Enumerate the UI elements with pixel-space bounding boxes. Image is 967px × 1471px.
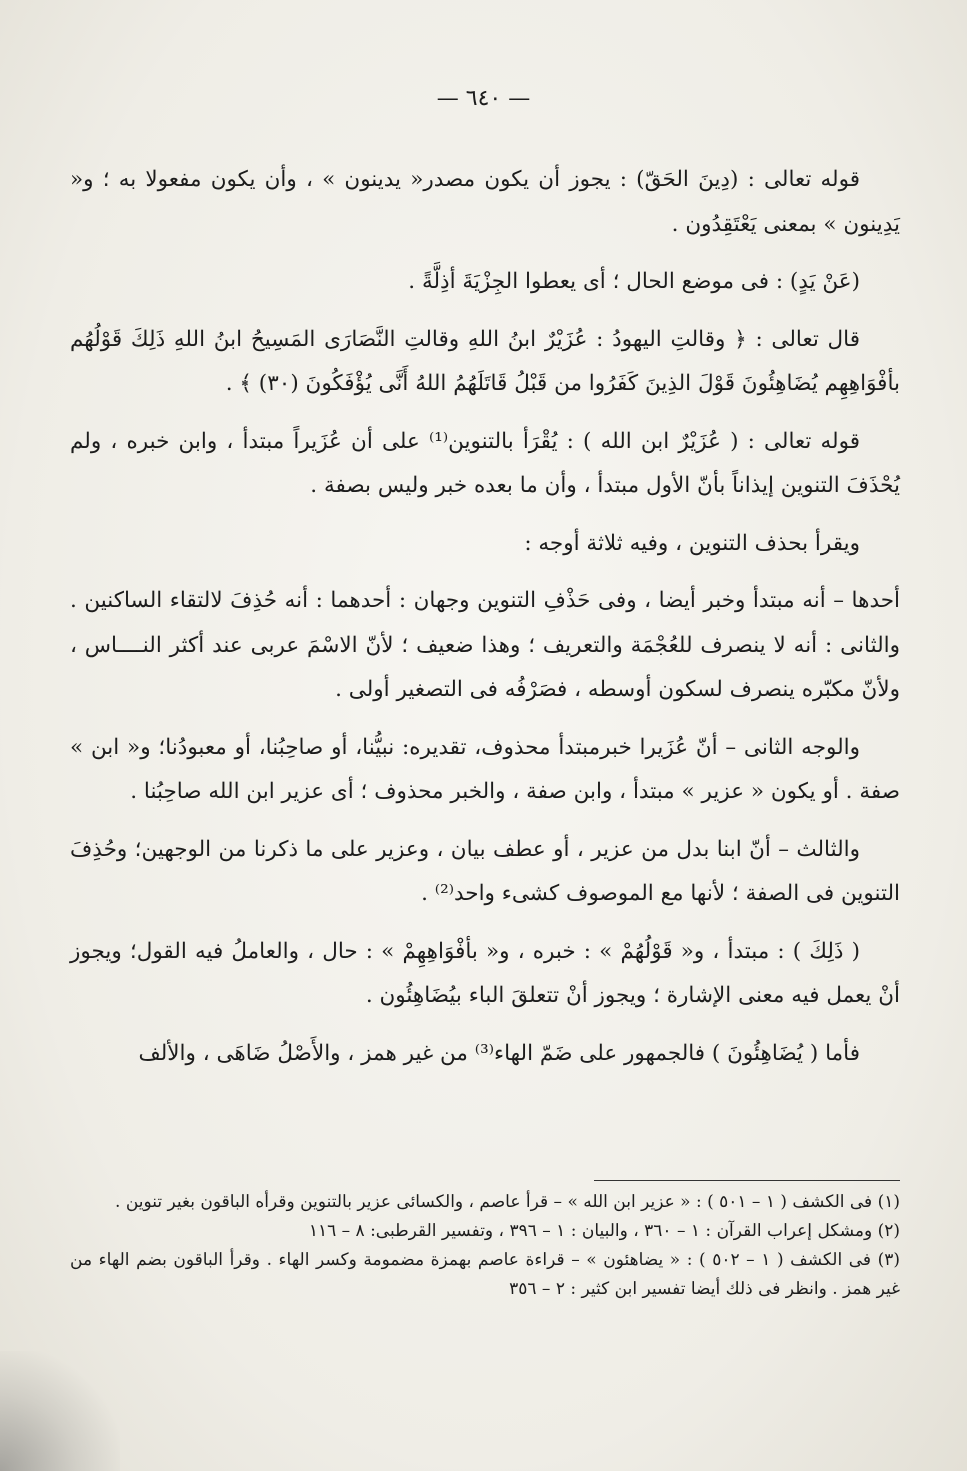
paragraph: أحدها – أنه مبتدأ وخبر أيضا ، وفى حَذْفِ التنوين وجهان : أحدهما : أنه حُذِفَ لالتقاء الساكنين . والثانى : أنه لا ينصرف للعُجْمَة والتعريف ؛ وهذا ضعيف ؛ لأنّ الاسْمَ عربى عند أكثر النــــاس ، ولأنّ مكبّره ينصرف لسكون أوسطه ، فصَرْفُه فى التصغير أولى . [70, 588, 900, 702]
paragraph: والوجه الثانى – أنّ عُزَيرا خبرمبتدأ محذوف، تقديره: نبيُّنا، أو صاحِبُنا، أو معبودُنا؛ و« ابن » صفة . أو يكون « عزير » مبتدأ ، وابن صفة ، والخبر محذوف ؛ أى عزير ابن الله صاحِبُنا . [70, 734, 900, 804]
main-text [70, 158, 900, 1089]
paragraph: فأما ( يُضَاهِئُونَ ) فالجمهور على ضَمّ الهاء⁽³⁾ من غير همز ، والأَصْلُ ضَاهَى ، والألف [138, 1040, 860, 1066]
paragraph: قال تعالى : ﴿ وقالتِ اليهودُ : عُزَيْرٌ ابنُ اللهِ وقالتِ النَّصَارَى المَسِيحُ ابنُ اللهِ ذَلِكَ قَوْلُهُم بأفْوَاهِهِم يُضَاهِئُونَ قَوْلَ الذِينَ كَفَرُوا من قَبْلُ قَاتَلَهُمُ اللهُ أَنَّى يُؤْفَكُونَ (٣٠) ﴾ . [70, 326, 900, 396]
footnote-divider [594, 1180, 900, 1181]
page-number: — ٦٤٠ — [436, 86, 531, 111]
paragraph: قوله تعالى : ( عُزَيْرٌ ابن الله ) : يُقْرَأ بالتنوين⁽¹⁾ على أن عُزَيراً مبتدأ ، وابن خبره ، ولم يُحْذَفَ التنوين إيذاناً بأنّ الأول مبتدأ ، وأن ما بعده خبر وليس بصفة . [70, 428, 900, 498]
page-stain [0, 1351, 120, 1471]
footnote: (١) فى الكشف ( ١ – ٥٠١ ) : « عزير ابن الله » – قرأ عاصم ، والكسائى عزير بالتنوين وقرأه الباقون بغير تنوين . [115, 1192, 900, 1212]
footnote: (٣) فى الكشف ( ١ – ٥٠٢ ) : « يضاهئون » – قراءة عاصم بهمزة مضمومة وكسر الهاء . وقرأ الباقون بضم الهاء من غير همز . وانظر فى ذلك أيضا تفسير ابن كثير : ٢ – ٣٥٦ [70, 1250, 901, 1299]
paragraph: ويقرأ بحذف التنوين ، وفيه ثلاثة أوجه : [524, 530, 860, 556]
paragraph: (عَنْ يَدٍ) : فى موضع الحال ؛ أى يعطوا الجِزْيَةَ أذِلَّةً . [408, 269, 860, 294]
footnotes [70, 1188, 900, 1304]
paragraph: قوله تعالى : (دِينَ الحَقّ) : يجوز أن يكون مصدر« يدينون » ، وأن يكون مفعولا به ؛ و« يَدِينون » بمعنى يَعْتَقِدُون . [70, 167, 900, 237]
paragraph: ( ذَلِكَ ) : مبتدأ ، و« قَوْلُهُمْ » : خبره ، و« بأفْوَاهِهِمْ » : حال ، والعاملُ فيه القول؛ ويجوز أنْ يعمل فيه معنى الإشارة ؛ ويجوز أنْ تتعلقَ الباء بيُضَاهِئُون . [70, 938, 900, 1008]
footnote: (٢) ومشكل إعراب القرآن : ١ – ٣٦٠ ، والبيان : ١ – ٣٩٦ ، وتفسير القرطبى: ٨ – ١١٦ [308, 1221, 900, 1241]
paragraph: والثالث – أنّ ابنا بدل من عزير ، أو عطف بيان ، وعزير على ما ذكرنا من الوجهين؛ وحُذِفَ التنوين فى الصفة ؛ لأنها مع الموصوف كشىء واحد⁽²⁾ . [70, 836, 900, 906]
